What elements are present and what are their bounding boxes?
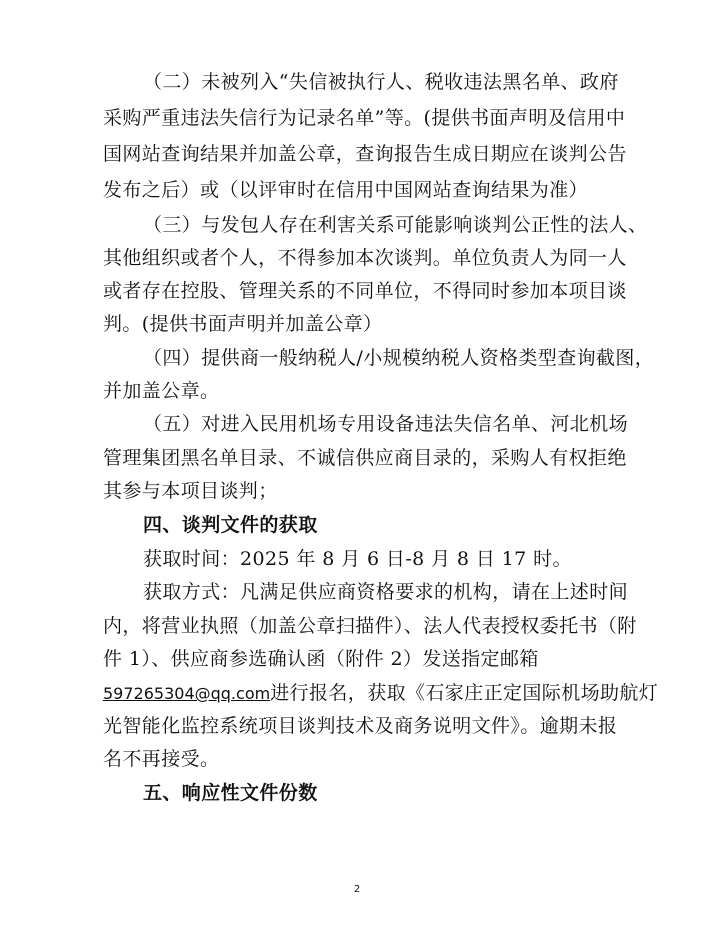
para-5-line-3: 其参与本项目谈判； [103, 480, 278, 502]
section-5-heading: 五、响应性文件份数 [143, 782, 318, 804]
para-3-line-2: 其他组织或者个人，不得参加本次谈判。单位负责人为同一人 [103, 247, 627, 269]
email-address[interactable]: 597265304@qq.com [103, 684, 271, 703]
acquire-method-line-4-rest: 进行报名，获取《石家庄正定国际机场助航灯 [270, 682, 659, 704]
para-2-line-4: 发布之后）或（以评审时在信用中国网站查询结果为准） [103, 179, 589, 201]
acquire-method-line-6: 名不再接受。 [103, 748, 220, 770]
para-3-line-1: （三）与发包人存在利害关系可能影响谈判公正性的法人、 [143, 214, 648, 236]
acquire-method-line-1: 获取方式：凡满足供应商资格要求的机构，请在上述时间 [143, 581, 629, 603]
para-4-line-2: 并加盖公章。 [103, 380, 220, 402]
section-4-heading: 四、谈判文件的获取 [143, 514, 318, 536]
acquire-method-line-3: 件 1）、供应商参选确认函（附件 2）发送指定邮箱 [103, 648, 539, 670]
para-5-line-2: 管理集团黑名单目录、不诚信供应商目录的，采购人有权拒绝 [103, 447, 627, 469]
para-2-line-2: 采购严重违法失信行为记录名单”等。(提供书面声明及信用中 [103, 107, 626, 129]
acquire-time-line: 获取时间：2025 年 8 月 6 日-8 月 8 日 17 时。 [143, 548, 572, 570]
page-number: 2 [353, 884, 361, 895]
para-5-line-1: （五）对进入民用机场专用设备违法失信名单、河北机场 [143, 413, 629, 435]
acquire-method-line-4 [103, 681, 658, 706]
para-2-line-1: （二）未被列入“失信被执行人、税收违法黑名单、政府 [143, 71, 619, 93]
acquire-method-line-5: 光智能化监控系统项目谈判技术及商务说明文件》。逾期未报 [103, 715, 618, 737]
para-2-line-3: 国网站查询结果并加盖公章，查询报告生成日期应在谈判公告 [103, 143, 627, 165]
para-4-line-1: （四）提供商一般纳税人/小规模纳税人资格类型查询截图， [143, 347, 655, 369]
para-3-line-3: 或者存在控股、管理关系的不同单位，不得同时参加本项目谈 [103, 280, 627, 302]
para-3-line-4: 判。(提供书面声明并加盖公章） [103, 313, 383, 335]
acquire-method-line-2: 内，将营业执照（加盖公章扫描件）、法人代表授权委托书（附 [103, 615, 637, 637]
